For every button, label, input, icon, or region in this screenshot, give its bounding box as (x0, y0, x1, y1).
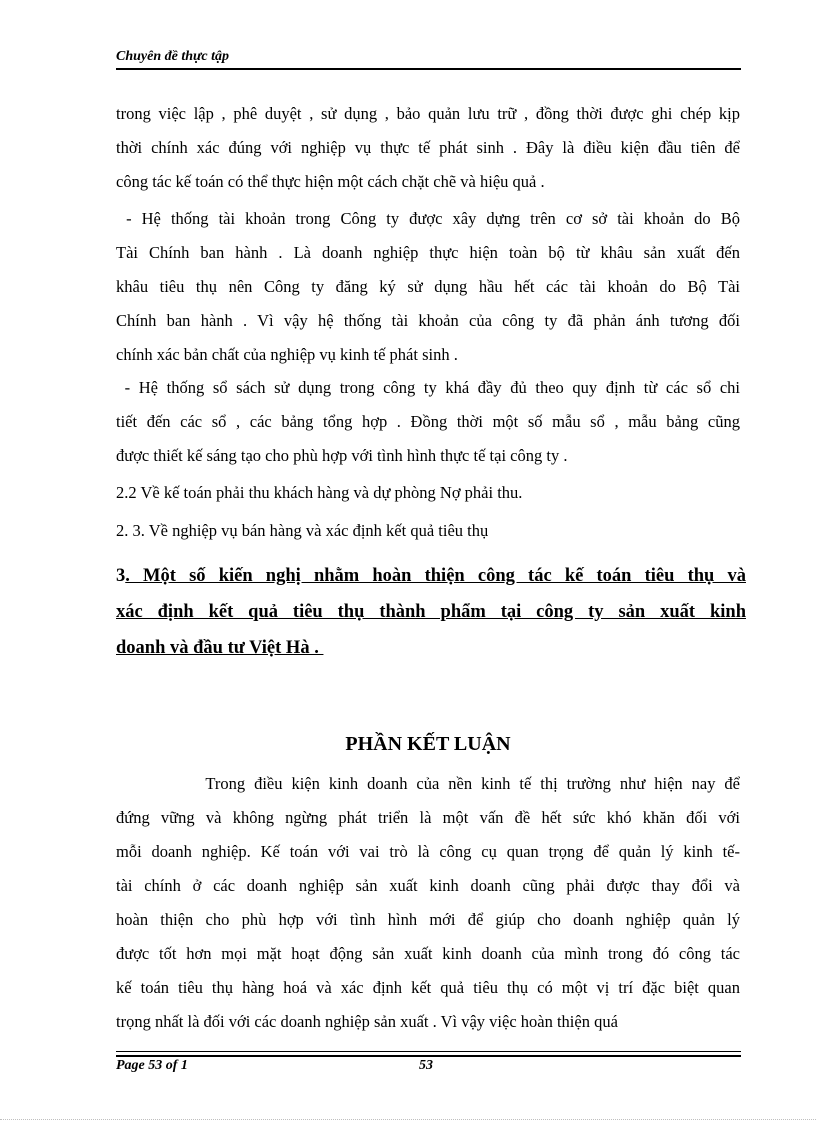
subsection-2-2: 2.2 Về kế toán phải thu khách hàng và dự phòng Nợ phải thu. (116, 483, 523, 502)
section-3-heading-text: xác định kết quả tiêu thụ thành phẩm tại công ty sản xuất kinh (116, 602, 746, 622)
running-header-title: Chuyên đề thực tập (116, 49, 230, 64)
paragraph-line: Trong điều kiện kinh doanh của nền kinh tế thị trường như hiện nay để (116, 774, 740, 793)
footer-page-number: 53 (419, 1058, 433, 1073)
paragraph-books-system (116, 371, 740, 473)
paragraph-line: - Hệ thống sổ sách sử dụng trong công ty khá đầy đủ theo quy định từ các sổ chi (116, 378, 740, 397)
paragraph-intro (116, 97, 740, 199)
section-3-heading-line (116, 558, 746, 594)
paragraph-line: kế toán tiêu thụ hàng hoá và xác định kết quả tiêu thụ có một vị trí đặc biệt quan (116, 978, 740, 997)
paragraph-line: công tác kế toán có thể thực hiện một cách chặt chẽ và hiệu quả . (116, 172, 545, 191)
paragraph-line: tiết đến các sổ , các bảng tổng hợp . Đồng thời một số mẫu sổ , mẫu bảng cũng (116, 412, 740, 431)
paragraph-line: Tài Chính ban hành . Là doanh nghiệp thực hiện toàn bộ từ khâu sản xuất đến (116, 243, 740, 262)
section-3-heading-text: doanh và đầu tư Việt Hà . (116, 638, 324, 658)
section-3-heading-line (116, 594, 746, 630)
paragraph-line: mỗi doanh nghiệp. Kế toán với vai trò là công cụ quan trọng để quản lý kinh tế- (116, 842, 740, 861)
section-3-heading (116, 558, 746, 666)
header-rule (116, 68, 741, 70)
conclusion-paragraph (116, 767, 740, 1039)
paragraph-line: hoàn thiện cho phù hợp với tình hình mới để giúp cho doanh nghiệp quản lý (116, 910, 740, 929)
paragraph-line: được tốt hơn mọi mặt hoạt động sản xuất kinh doanh của mình trong đó công tác (116, 944, 740, 963)
paragraph-line: trọng nhất là đối với các doanh nghiệp sản xuất . Vì vậy việc hoàn thiện quá (116, 1012, 618, 1031)
paragraph-line: thời chính xác đúng với nghiệp vụ thực tế phát sinh . Đây là điều kiện đầu tiên để (116, 138, 740, 157)
footer-rule (116, 1055, 741, 1057)
paragraph-line: khâu tiêu thụ nên Công ty đăng ký sử dụng hầu hết các tài khoản do Bộ Tài (116, 277, 740, 296)
footer-rule (116, 1051, 741, 1052)
footer-page-label: Page 53 of 1 (116, 1058, 188, 1073)
subsection-2-3: 2. 3. Về nghiệp vụ bán hàng và xác định kết quả tiêu thụ (116, 521, 489, 540)
section-3-number: 3 (116, 566, 126, 586)
paragraph-line: tài chính ở các doanh nghiệp sản xuất kinh doanh cũng phải được thay đổi và (116, 876, 740, 895)
conclusion-title: PHẦN KẾT LUẬN (345, 733, 511, 755)
paragraph-accounts-system (116, 202, 740, 372)
section-3-heading-text: . Một số kiến nghị nhằm hoàn thiện công tác kế toán tiêu thụ và (125, 566, 746, 586)
paragraph-line: đứng vững và không ngừng phát triển là một vấn đề hết sức khó khăn đối với (116, 808, 740, 827)
paragraph-line: chính xác bản chất của nghiệp vụ kinh tế phát sinh . (116, 345, 458, 364)
paragraph-line: - Hệ thống tài khoản trong Công ty được xây dựng trên cơ sở tài khoản do Bộ (116, 209, 740, 228)
page-bottom-border (0, 1119, 816, 1120)
section-3-heading-line (116, 630, 746, 666)
paragraph-line: được thiết kế sáng tạo cho phù hợp với tình hình thực tế tại công ty . (116, 446, 568, 465)
paragraph-line: trong việc lập , phê duyệt , sử dụng , bảo quản lưu trữ , đồng thời được ghi chép kịp (116, 104, 740, 123)
paragraph-line: Chính ban hành . Vì vậy hệ thống tài khoản của công ty đã phản ánh tương đối (116, 311, 740, 330)
